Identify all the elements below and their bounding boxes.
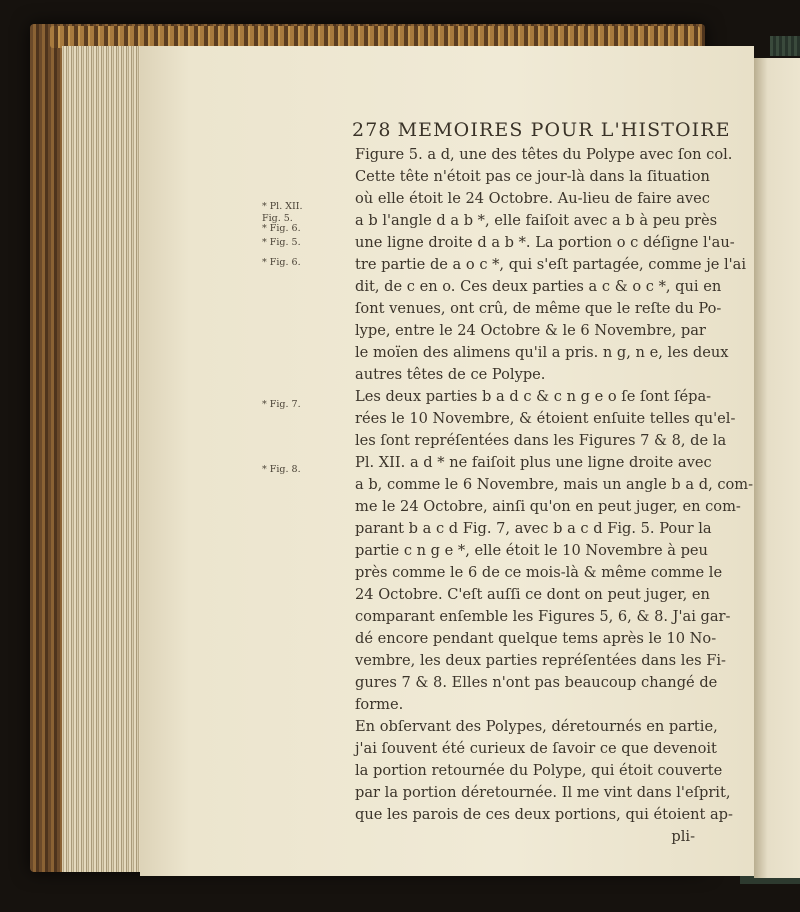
text-line: me le 24 Octobre, ainſi qu'on en peut juger, en com- (355, 498, 741, 515)
margin-note: * Fig. 6. (262, 223, 301, 234)
text-line: rées le 10 Novembre, & étoient enſuite telles qu'el- (355, 410, 736, 427)
text-line: ſont venues, ont crû, de même que le reſte du Po- (355, 300, 722, 317)
margin-note: * Fig. 8. (262, 464, 301, 475)
text-line: comparant enſemble les Figures 5, 6, & 8. J'ai gar- (355, 608, 731, 625)
page-number: 278 (352, 119, 392, 141)
right-page-edge (754, 58, 800, 878)
text-line: dit, de c en o. Ces deux parties a c & o c *, qui en (355, 278, 722, 295)
text-line: par la portion déretournée. Il me vint dans l'eſprit, (355, 784, 731, 801)
margin-note: * Fig. 6. (262, 257, 301, 268)
margin-note: * Fig. 5. (262, 237, 301, 248)
text-line: gures 7 & 8. Elles n'ont pas beaucoup changé de (355, 674, 718, 691)
text-line: où elle étoit le 24 Octobre. Au-lieu de faire avec (355, 190, 710, 207)
margin-note: * Pl. XII. (262, 201, 303, 212)
text-line: Figure 5. a d, une des têtes du Polype avec ſon col. (355, 146, 733, 163)
text-line: le moïen des alimens qu'il a pris. n g, n e, les deux (355, 344, 729, 361)
text-line: a b, comme le 6 Novembre, mais un angle b a d, com- (355, 476, 754, 493)
text-line: partie c n g e *, elle étoit le 10 Novembre à peu (355, 542, 708, 559)
text-line: une ligne droite d a b *. La portion o c déſigne l'au- (355, 234, 735, 251)
text-line: forme. (355, 696, 404, 713)
text-line: tre partie de a o c *, qui s'eſt partagée, comme je l'ai (355, 256, 747, 273)
text-line: la portion retournée du Polype, qui étoit couverte (355, 762, 723, 779)
running-title: MEMOIRES POUR L'HISTOIRE (397, 119, 731, 141)
text-line: Les deux parties b a d c & c n g e o ſe ſont ſépa- (355, 388, 712, 405)
text-line: 24 Octobre. C'eſt auſſi ce dont on peut juger, en (355, 586, 710, 603)
text-line: dé encore pendant quelque tems après le 10 No- (355, 630, 717, 647)
text-line: a b l'angle d a b *, elle faiſoit avec a b à peu près (355, 212, 718, 229)
margin-note: Fig. 5. (262, 213, 293, 224)
text-line: Pl. XII. a d * ne faiſoit plus une ligne droite avec (355, 454, 712, 471)
text-line: j'ai ſouvent été curieux de ſavoir ce que devenoit (355, 740, 717, 757)
text-line: En obſervant des Polypes, déretournés en partie, (355, 718, 718, 735)
cover-decorative-border (50, 26, 700, 48)
running-header (352, 119, 731, 145)
text-line: près comme le 6 de ce mois-là & même comme le (355, 564, 723, 581)
margin-note: * Fig. 7. (262, 399, 301, 410)
text-line: les ſont repréſentées dans les Figures 7 & 8, de la (355, 432, 727, 449)
text-line: autres têtes de ce Polype. (355, 366, 546, 383)
page-edges (62, 46, 142, 872)
text-line: lype, entre le 24 Octobre & le 6 Novembre, par (355, 322, 706, 339)
text-line: que les parois de ces deux portions, qui étoient ap- (355, 806, 733, 823)
catchword: pli- (671, 828, 695, 845)
text-line: vembre, les deux parties repréſentées dans les Fi- (355, 652, 726, 669)
right-cover (770, 36, 800, 56)
text-line: parant b a c d Fig. 7, avec b a c d Fig. 5. Pour la (355, 520, 712, 537)
text-line: Cette tête n'étoit pas ce jour-là dans la ſituation (355, 168, 710, 185)
